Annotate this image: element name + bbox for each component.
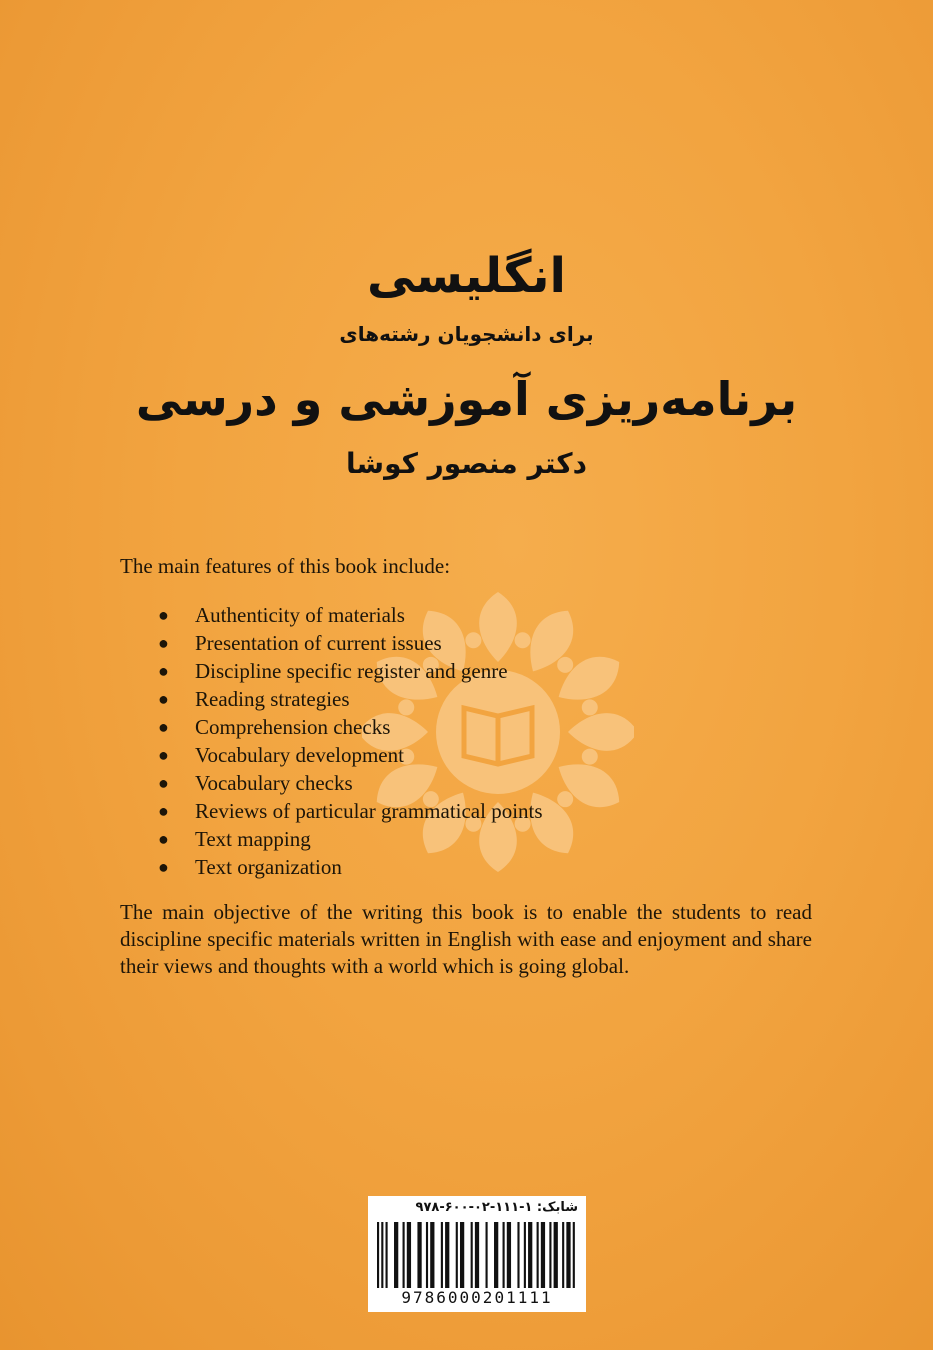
barcode-bar bbox=[562, 1222, 564, 1288]
barcode-bar bbox=[528, 1222, 532, 1288]
barcode-bar bbox=[417, 1222, 421, 1288]
bullet-icon: ● bbox=[158, 633, 169, 653]
barcode-bar bbox=[507, 1222, 511, 1288]
emblem-dot bbox=[582, 749, 598, 765]
barcode-bar bbox=[441, 1222, 443, 1288]
objective-paragraph: The main objective of the writing this book is to enable the students to read discipline specific materials written in English with ease and enjoyment and share their views and thoughts with a world which is going global. bbox=[120, 900, 812, 978]
feature-item bbox=[120, 629, 543, 657]
bullet-icon: ● bbox=[158, 717, 169, 737]
feature-item bbox=[120, 825, 543, 853]
barcode-bar bbox=[377, 1222, 379, 1288]
barcode-bar bbox=[386, 1222, 388, 1288]
barcode-icon bbox=[374, 1222, 580, 1290]
bullet-icon: ● bbox=[158, 801, 169, 821]
barcode-bar bbox=[537, 1222, 539, 1288]
barcode-bar bbox=[486, 1222, 488, 1288]
feature-item bbox=[120, 657, 543, 685]
barcode-bar bbox=[445, 1222, 449, 1288]
persian-subtitle: برای دانشجویان رشته‌های bbox=[339, 322, 594, 346]
feature-text: Text mapping bbox=[195, 827, 311, 851]
persian-title: انگلیسی bbox=[367, 248, 566, 304]
barcode-bar bbox=[426, 1222, 428, 1288]
barcode-bar bbox=[394, 1222, 398, 1288]
feature-text: Discipline specific register and genre bbox=[195, 659, 508, 683]
isbn-block bbox=[368, 1196, 586, 1312]
bullet-icon: ● bbox=[158, 745, 169, 765]
barcode-bar bbox=[573, 1222, 575, 1288]
features-intro: The main features of this book include: bbox=[120, 554, 451, 578]
barcode-bar bbox=[456, 1222, 458, 1288]
barcode-bar bbox=[407, 1222, 411, 1288]
bullet-icon: ● bbox=[158, 605, 169, 625]
barcode-bar bbox=[494, 1222, 498, 1288]
feature-item bbox=[120, 797, 543, 825]
barcode-bar bbox=[524, 1222, 526, 1288]
feature-text: Presentation of current issues bbox=[195, 631, 442, 655]
features-list bbox=[120, 601, 543, 881]
bullet-icon: ● bbox=[158, 689, 169, 709]
bullet-icon: ● bbox=[158, 773, 169, 793]
feature-text: Vocabulary checks bbox=[195, 771, 353, 795]
feature-item bbox=[120, 713, 543, 741]
barcode-bar bbox=[566, 1222, 570, 1288]
barcode-bar bbox=[403, 1222, 405, 1288]
barcode-bar bbox=[475, 1222, 479, 1288]
barcode-bar bbox=[541, 1222, 545, 1288]
barcode-bar bbox=[381, 1222, 383, 1288]
author-name: دکتر منصور کوشا bbox=[346, 447, 587, 480]
barcode-bar bbox=[430, 1222, 434, 1288]
barcode-bar bbox=[471, 1222, 473, 1288]
bullet-icon: ● bbox=[158, 829, 169, 849]
barcode-bar bbox=[554, 1222, 558, 1288]
barcode-bar bbox=[503, 1222, 505, 1288]
barcode-bar bbox=[517, 1222, 519, 1288]
barcode-bar bbox=[549, 1222, 551, 1288]
emblem-dot bbox=[582, 699, 598, 715]
feature-item bbox=[120, 601, 543, 629]
feature-text: Text organization bbox=[195, 855, 342, 879]
isbn-label: شابک: ۱-۱۱۱-۰۲-۶۰۰-۹۷۸ bbox=[415, 1200, 578, 1215]
feature-item bbox=[120, 685, 543, 713]
feature-text: Authenticity of materials bbox=[195, 603, 405, 627]
bullet-icon: ● bbox=[158, 661, 169, 681]
feature-item bbox=[120, 741, 543, 769]
isbn-digits: 9786000201111 bbox=[401, 1288, 553, 1307]
emblem-dot bbox=[557, 657, 573, 673]
emblem-dot bbox=[557, 791, 573, 807]
feature-item bbox=[120, 853, 543, 881]
emblem-petal bbox=[568, 713, 634, 751]
feature-text: Reviews of particular grammatical points bbox=[195, 799, 543, 823]
feature-text: Vocabulary development bbox=[195, 743, 404, 767]
feature-text: Comprehension checks bbox=[195, 715, 391, 739]
feature-text: Reading strategies bbox=[195, 687, 350, 711]
barcode-bar bbox=[460, 1222, 464, 1288]
feature-item bbox=[120, 769, 543, 797]
bullet-icon: ● bbox=[158, 857, 169, 877]
persian-field-title: برنامه‌ریزی آموزشی و درسی bbox=[135, 372, 798, 426]
